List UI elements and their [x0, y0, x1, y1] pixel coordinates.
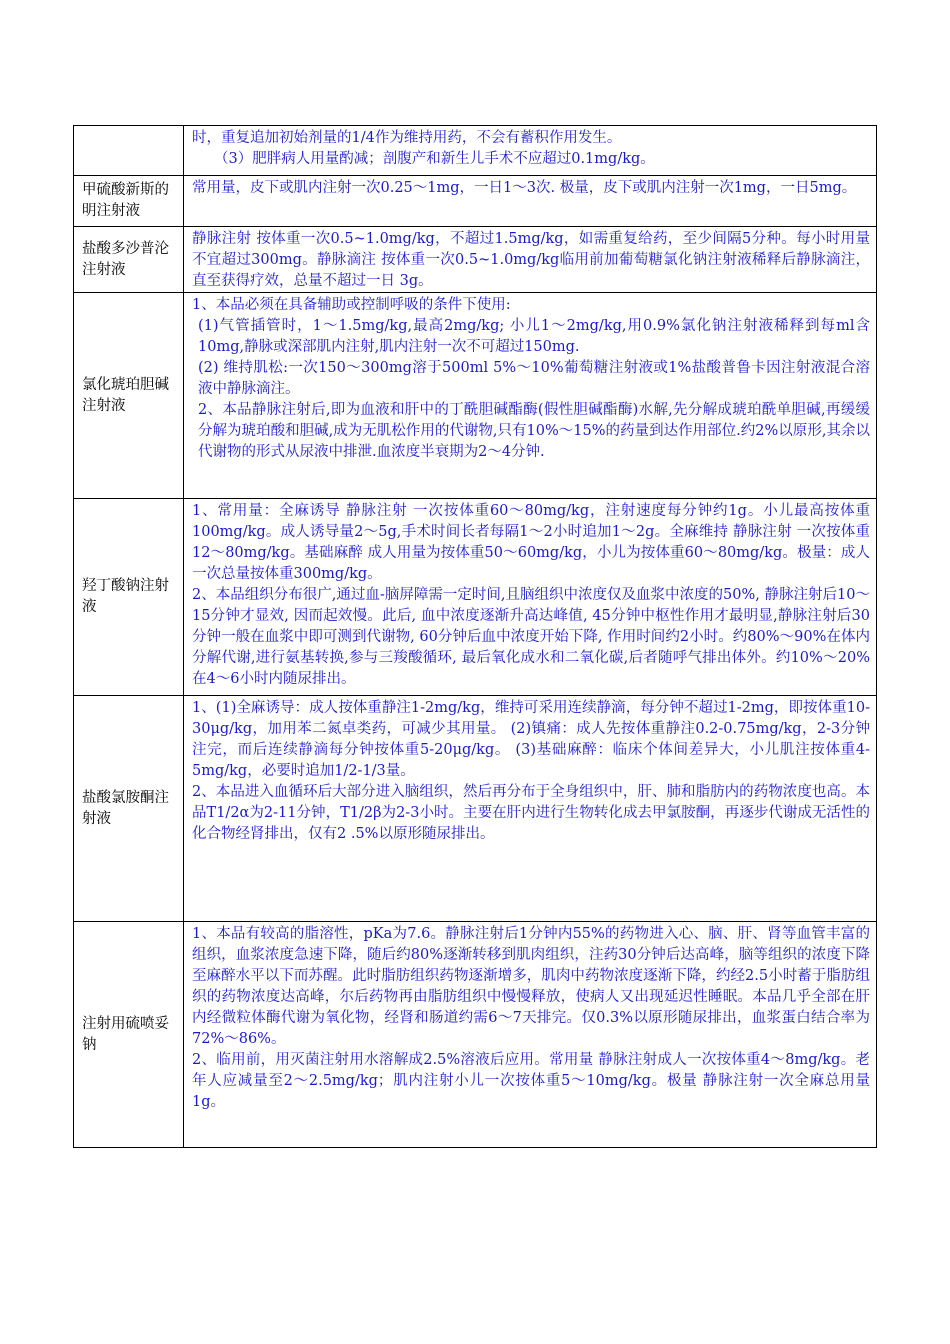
info-paragraph: 2、本品组织分布很广,通过血-脑屏障需一定时间,且脑组织中浓度仅及血浆中浓度的50%, 静脉注射后10～15分钟才显效, 因而起效慢。此后, 血中浓度逐渐升高达峰值, 45分钟中枢性作用才最明显,静脉注射后30分钟一般在血浆中即可测到代谢物, 60分钟后血中浓度开始下降, 作用时间约2小时。约80%～90%在体内分解代谢,进行氨基转换,参与三羧酸循环, 最后氧化成水和二氧化碳,后者随呼气排出体外。约10%～20%在4～6小时内随尿排出。: [192, 587, 870, 687]
info-paragraph: （3）肥胖病人用量酌减；剖腹产和新生儿手术不应超过0.1mg/kg。: [214, 151, 655, 167]
drug-info-cell: [184, 696, 877, 922]
info-paragraph: 时，重复追加初始剂量的1/4作为维持用药，不会有蓄积作用发生。: [192, 130, 622, 146]
drug-name-cell: [74, 126, 184, 176]
info-paragraph: 2、本品静脉注射后,即为血液和肝中的丁酰胆碱酯酶(假性胆碱酯酶)水解,先分解成琥珀酰单胆碱,再缓缓分解为琥珀酸和胆碱,成为无肌松作用的代谢物,只有10%～15%的药量到达作用部位.约2%以原形,其余以代谢物的形式从尿液中排泄.血浓度半衰期为2～4分钟.: [198, 402, 870, 460]
drug-name-cell: 盐酸多沙普沦注射液: [74, 227, 184, 293]
drug-name-cell: 盐酸氯胺酮注射液: [74, 696, 184, 922]
table-row: [74, 176, 877, 227]
drug-name-cell: 甲硫酸新斯的明注射液: [74, 176, 184, 227]
drug-info-cell: [184, 293, 877, 499]
table-row: [74, 293, 877, 499]
drug-info-cell: [184, 499, 877, 696]
info-paragraph: 常用量，皮下或肌内注射一次0.25～1mg，一日1～3次. 极量，皮下或肌内注射一次1mg，一日5mg。: [192, 180, 857, 196]
drug-info-cell: [184, 227, 877, 293]
table-row: [74, 126, 877, 176]
info-paragraph: (2) 维持肌松:一次150～300mg溶于500ml 5%～10%葡萄糖注射液或1%盐酸普鲁卡因注射液混合溶液中静脉滴注。: [198, 360, 870, 397]
info-paragraph: 1、常用量：全麻诱导 静脉注射 一次按体重60～80mg/kg，注射速度每分钟约1g。小儿最高按体重100mg/kg。成人诱导量2～5g,手术时间长者每隔1～2小时追加1～2g。全麻维持 静脉注射 一次按体重12～80mg/kg。基础麻醉 成人用量为按体重50～60mg/kg，小儿为按体重60～80mg/kg。极量：成人一次总量按体重300mg/kg。: [192, 503, 870, 582]
info-paragraph: (1)气管插管时，1～1.5mg/kg,最高2mg/kg; 小儿1～2mg/kg,用0.9%氯化钠注射液稀释到每ml含10mg,静脉或深部肌内注射,肌内注射一次不可超过150mg.: [198, 318, 870, 355]
drug-info-cell: [184, 176, 877, 227]
drug-name-cell: 氯化琥珀胆碱注射液: [74, 293, 184, 499]
drug-name-cell: 羟丁酸钠注射液: [74, 499, 184, 696]
table-row: [74, 922, 877, 1148]
drug-table-page: [73, 125, 876, 1148]
info-paragraph: 1、(1)全麻诱导：成人按体重静注1-2mg/kg，维持可采用连续静滴，每分钟不超过1-2mg，即按体重10-30μg/kg，加用苯二氮卓类药，可减少其用量。 (2)镇痛：成人先按体重静注0.2-0.75mg/kg，2-3分钟注完，而后连续静滴每分钟按体重5-20μg/kg。 (3)基础麻醉：临床个体间差异大，小儿肌注按体重4-5mg/kg，必要时追加1/2-1/3量。: [192, 700, 870, 779]
drug-name-cell: 注射用硫喷妥钠: [74, 922, 184, 1148]
info-paragraph: 2、本品进入血循环后大部分进入脑组织，然后再分布于全身组织中，肝、肺和脂肪内的药物浓度也高。本品T1/2α为2-11分钟，T1/2β为2-3小时。主要在肝内进行生物转化成去甲氯胺酮，再逐步代谢成无活性的化合物经肾排出，仅有2 .5%以原形随尿排出。: [192, 784, 870, 842]
info-paragraph: 静脉注射 按体重一次0.5~1.0mg/kg，不超过1.5mg/kg，如需重复给药，至少间隔5分种。每小时用量不宜超过300mg。静脉滴注 按体重一次0.5~1.0mg/kg临用前加葡萄糖氯化钠注射液稀释后静脉滴注，直至获得疗效，总量不超过一日 3g。: [192, 231, 870, 289]
table-row: [74, 696, 877, 922]
info-paragraph: 1、本品必须在具备辅助或控制呼吸的条件下使用:: [192, 297, 511, 313]
drug-dosage-table: [73, 125, 877, 1148]
drug-info-cell: [184, 126, 877, 176]
info-paragraph: 2、临用前，用灭菌注射用水溶解成2.5%溶液后应用。常用量 静脉注射成人一次按体重4～8mg/kg。老年人应减量至2～2.5mg/kg；肌内注射小儿一次按体重5～10mg/kg。极量 静脉注射一次全麻总用量1g。: [192, 1052, 870, 1110]
table-row: [74, 227, 877, 293]
drug-info-cell: [184, 922, 877, 1148]
info-paragraph: 1、本品有较高的脂溶性，pKa为7.6。静脉注射后1分钟内55%的药物进入心、脑、肝、肾等血管丰富的组织，血浆浓度急速下降，随后约80%逐渐转移到肌肉组织，注药30分钟后达高峰，脑等组织的浓度下降至麻醉水平以下而苏醒。此时脂肪组织药物逐渐增多，肌肉中药物浓度逐渐下降，约经2.5小时蓄于脂肪组织的药物浓度达高峰，尔后药物再由脂肪组织中慢慢释放，使病人又出现延迟性睡眠。本品几乎全部在肝内经微粒体酶代谢为氧化物，经肾和肠道约需6～7天排完。仅0.3%以原形随尿排出，血浆蛋白结合率为72%～86%。: [192, 926, 870, 1047]
table-row: [74, 499, 877, 696]
